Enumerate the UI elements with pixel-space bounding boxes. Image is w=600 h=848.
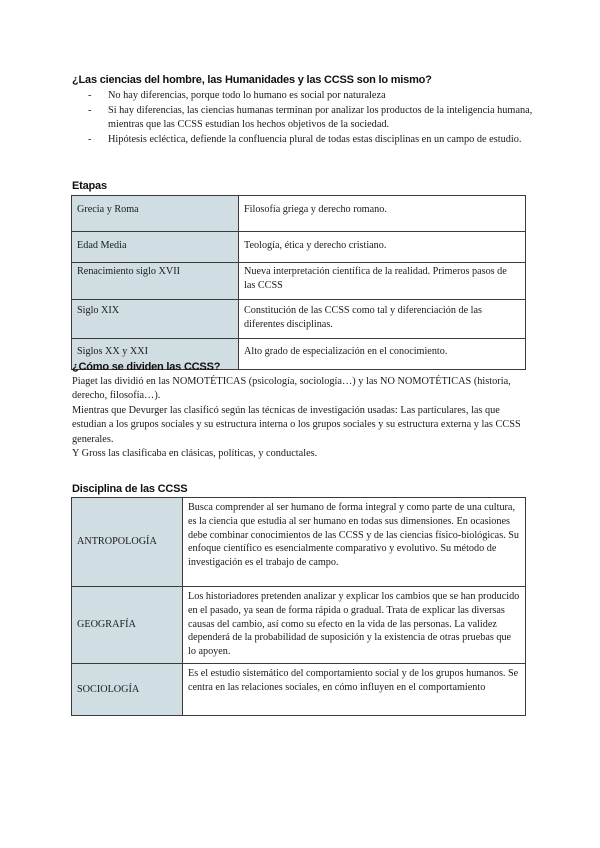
paragraph: Mientras que Devurger las clasificó según las técnicas de investigación usadas: Las particulares, las que estudian a los grupos sociales y su estructura interna o los grupos sociales y su estructura externa y las CCSS generales. — [72, 404, 521, 445]
table-row — [72, 232, 526, 263]
discipline-name-cell: GEOGRAFÍA — [72, 587, 183, 664]
period-cell: Renacimiento siglo XVII — [72, 263, 239, 300]
division-text — [72, 375, 532, 461]
section-heading-ccss-question: ¿Las ciencias del hombre, las Humanidades y las CCSS son lo mismo? — [72, 74, 432, 86]
table-row — [72, 587, 526, 664]
table-row — [72, 196, 526, 232]
table-row — [72, 263, 526, 300]
table-row — [72, 498, 526, 587]
period-cell: Siglos XX y XXI — [72, 339, 239, 370]
description-cell: Constitución de las CCSS como tal y diferenciación de las diferentes disciplinas. — [239, 300, 526, 339]
description-cell: Nueva interpretación científica de la realidad. Primeros pasos de las CCSS — [239, 263, 526, 300]
period-cell: Siglo XIX — [72, 300, 239, 339]
discipline-description-cell: Los historiadores pretenden analizar y explicar los cambios que se han producido en el pasado, ya sean de forma rápida o gradual. Trata de explicar las diversas causas del cambio, así como su efecto en la vida de las personas. La validez dependerá de la probabilidad de suposición y la existencia de otras pruebas que lo apoyen. — [183, 587, 526, 664]
list-item: - Hipótesis ecléctica, defiende la confluencia plural de todas estas disciplinas en un campo de estudio. — [86, 133, 536, 148]
disciplinas-table — [71, 497, 526, 716]
discipline-name-cell: ANTROPOLOGÍA — [72, 498, 183, 587]
period-cell: Grecia y Roma — [72, 196, 239, 232]
section-heading-etapas: Etapas — [72, 180, 107, 192]
list-item: - No hay diferencias, porque todo lo humano es social por naturaleza — [86, 89, 536, 104]
period-cell: Edad Media — [72, 232, 239, 263]
table-row — [72, 300, 526, 339]
discipline-name-cell: SOCIOLOGÍA — [72, 664, 183, 716]
description-cell: Filosofía griega y derecho romano. — [239, 196, 526, 232]
description-cell: Alto grado de especialización en el conocimiento. — [239, 339, 526, 370]
table-row — [72, 664, 526, 716]
list-item: - Si hay diferencias, las ciencias humanas terminan por analizar los productos de la inteligencia humana, mientras que las CCSS estudian los hechos objetivos de la sociedad. — [86, 104, 536, 133]
discipline-description-cell: Es el estudio sistemático del comportamiento social y de los grupos humanos. Se centra en las relaciones sociales, en cómo influyen en el comportamiento — [183, 664, 526, 716]
section-heading-disciplinas: Disciplina de las CCSS — [72, 483, 188, 495]
etapas-table — [71, 195, 526, 370]
description-cell: Teología, ética y derecho cristiano. — [239, 232, 526, 263]
paragraph: Piaget las dividió en las NOMOTÉTICAS (psicología, sociología…) y las NO NOMOTÉTICAS (historia, derecho, filosofía…). — [72, 376, 511, 402]
bullet-list — [86, 89, 536, 147]
section-heading-division: ¿Cómo se dividen las CCSS? — [72, 361, 221, 373]
discipline-description-cell: Busca comprender al ser humano de forma integral y como parte de una cultura, es la ciencia que estudia al ser humano en todas sus dimensiones. En ocasiones debe combinar conocimientos de las CCSS y de las ciencias físico-biológicas. Su enfoque científico es esencialmente comparativo y evolutivo. Su método de investigación es el trabajo de campo. — [183, 498, 526, 587]
paragraph: Y Gross las clasificaba en clásicas, políticas, y conductales. — [72, 448, 318, 460]
